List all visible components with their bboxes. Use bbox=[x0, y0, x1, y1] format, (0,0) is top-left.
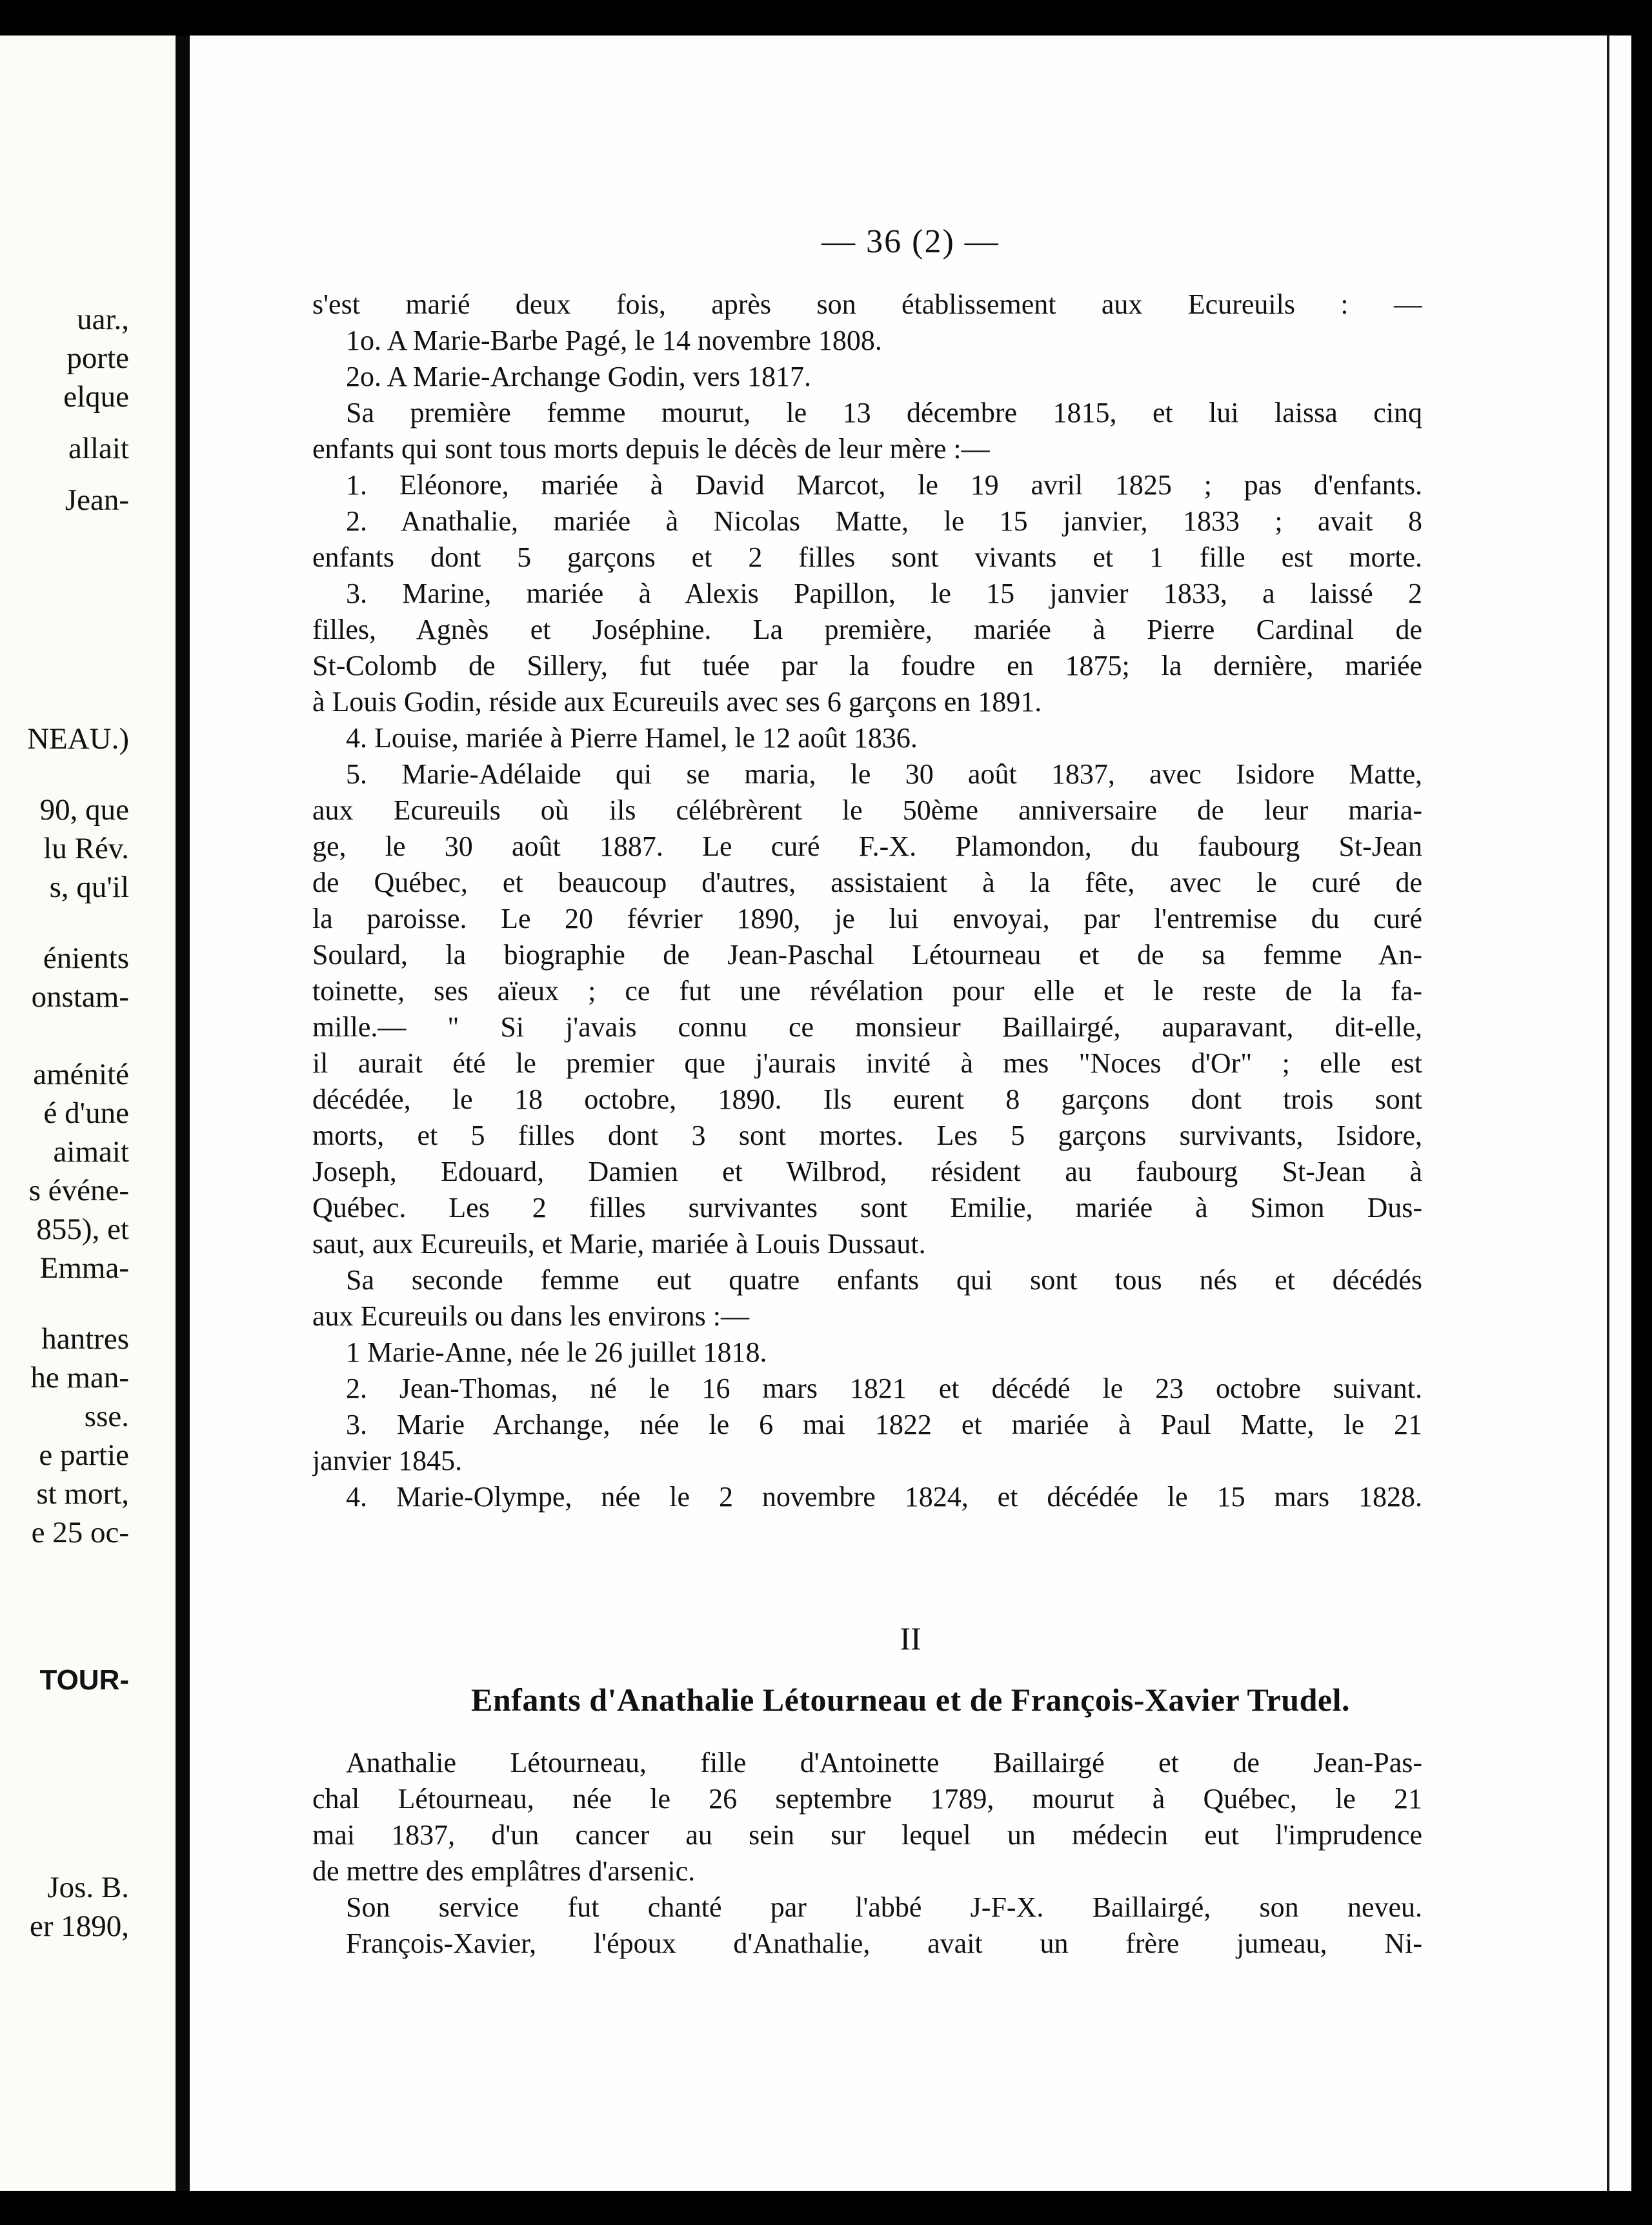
left-line: NEAU.) bbox=[27, 722, 129, 756]
text-line: janvier 1845. bbox=[312, 1445, 463, 1476]
text-line: décédée, le 18 octobre, 1890. Ils eurent 8 garçons dont trois sont bbox=[312, 1083, 1422, 1115]
left-line: porte bbox=[66, 341, 129, 375]
scan-mark bbox=[581, 2167, 587, 2176]
text-line: à Louis Godin, réside aux Ecureuils avec ses 6 garçons en 1891. bbox=[312, 686, 1042, 718]
left-line: allait bbox=[68, 432, 129, 465]
text-line: 3. Marie Archange, née le 6 mai 1822 et mariée à Paul Matte, le 21 bbox=[346, 1409, 1422, 1440]
text-line: 2. Jean-Thomas, né le 16 mars 1821 et décédé le 23 octobre suivant. bbox=[346, 1373, 1422, 1404]
text-line: Sa première femme mourut, le 13 décembre 1815, et lui laissa cinq bbox=[346, 397, 1422, 428]
text-line: Sa seconde femme eut quatre enfants qui sont tous nés et décédés bbox=[346, 1264, 1422, 1296]
text-line: aux Ecureuils où ils célébrèrent le 50ème anniversaire de leur maria- bbox=[312, 794, 1422, 826]
text-line: s'est marié deux fois, après son établissement aux Ecureuils : — bbox=[312, 288, 1422, 320]
text-line: mille.— " Si j'avais connu ce monsieur Baillairgé, auparavant, dit-elle, bbox=[312, 1011, 1422, 1043]
left-line: TOUR- bbox=[39, 1664, 129, 1696]
text-line: 1. Eléonore, mariée à David Marcot, le 19 avril 1825 ; pas d'enfants. bbox=[346, 469, 1422, 501]
left-line: Emma- bbox=[39, 1251, 129, 1285]
text-line: Son service fut chanté par l'abbé J-F-X. Baillairgé, son neveu. bbox=[346, 1891, 1422, 1923]
left-line: st mort, bbox=[36, 1477, 129, 1511]
scan-border-right bbox=[1631, 0, 1652, 2225]
text-line: Joseph, Edouard, Damien et Wilbrod, résident au faubourg St-Jean à bbox=[312, 1156, 1422, 1187]
text-line: 2. Anathalie, mariée à Nicolas Matte, le 15 janvier, 1833 ; avait 8 bbox=[346, 505, 1422, 537]
left-line: hantres bbox=[41, 1322, 129, 1356]
left-line: uar., bbox=[77, 303, 129, 336]
text-line: chal Létourneau, née le 26 septembre 1789, mourut à Québec, le 21 bbox=[312, 1783, 1422, 1815]
text-line: ge, le 30 août 1887. Le curé F.-X. Plamondon, du faubourg St-Jean bbox=[312, 831, 1422, 862]
text-line: 2o. A Marie-Archange Godin, vers 1817. bbox=[346, 361, 811, 392]
text-line: toinette, ses aïeux ; ce fut une révélation pour elle et le reste de la fa- bbox=[312, 975, 1422, 1007]
left-line: Jean- bbox=[65, 483, 129, 517]
text-line: enfants dont 5 garçons et 2 filles sont vivants et 1 fille est morte. bbox=[312, 541, 1422, 573]
text-line: St-Colomb de Sillery, fut tuée par la foudre en 1875; la dernière, mariée bbox=[312, 650, 1422, 681]
left-line: énients bbox=[43, 941, 129, 975]
text-line: aux Ecureuils ou dans les environs :— bbox=[312, 1300, 749, 1332]
text-line: 4. Louise, mariée à Pierre Hamel, le 12 août 1836. bbox=[346, 722, 918, 754]
section-number: II bbox=[900, 1620, 922, 1656]
left-line: lu Rév. bbox=[43, 832, 129, 865]
text-line: enfants qui sont tous morts depuis le décès de leur mère :— bbox=[312, 433, 990, 465]
text-line: morts, et 5 filles dont 3 sont mortes. Les 5 garçons survivants, Isidore, bbox=[312, 1120, 1422, 1151]
page-number: — 36 (2) — bbox=[821, 223, 1000, 260]
text-line: de mettre des emplâtres d'arsenic. bbox=[312, 1855, 696, 1887]
left-line: elque bbox=[63, 380, 129, 414]
text-line: filles, Agnès et Joséphine. La première, mariée à Pierre Cardinal de bbox=[312, 614, 1422, 645]
scan-border-bottom bbox=[0, 2191, 1652, 2225]
text-line: 1 Marie-Anne, née le 26 juillet 1818. bbox=[346, 1336, 767, 1368]
text-line: de Québec, et beaucoup d'autres, assistaient à la fête, avec le curé de bbox=[312, 867, 1422, 898]
left-line: Jos. B. bbox=[47, 1871, 129, 1904]
text-line: mai 1837, d'un cancer au sein sur lequel un médecin eut l'imprudence bbox=[312, 1819, 1422, 1851]
left-line: e partie bbox=[39, 1438, 129, 1472]
text-line: la paroisse. Le 20 février 1890, je lui envoyai, par l'entremise du curé bbox=[312, 903, 1422, 934]
text-line: 3. Marine, mariée à Alexis Papillon, le 15 janvier 1833, a laissé 2 bbox=[346, 578, 1422, 609]
section-title: Enfants d'Anathalie Létourneau et de François-Xavier Trudel. bbox=[471, 1682, 1350, 1718]
page-gutter bbox=[176, 35, 190, 2191]
text-line: 1o. A Marie-Barbe Pagé, le 14 novembre 1808. bbox=[346, 325, 882, 356]
left-line: 90, que bbox=[39, 793, 129, 827]
text-line: François-Xavier, l'époux d'Anathalie, avait un frère jumeau, Ni- bbox=[346, 1928, 1422, 1959]
left-line: s événe- bbox=[28, 1174, 129, 1207]
left-line: sse. bbox=[84, 1400, 129, 1433]
text-line: Québec. Les 2 filles survivantes sont Emilie, mariée à Simon Dus- bbox=[312, 1192, 1422, 1223]
left-page-fragment bbox=[0, 35, 176, 2191]
left-line: aménité bbox=[33, 1058, 129, 1091]
left-line: he man- bbox=[30, 1361, 129, 1394]
book-page bbox=[190, 35, 1631, 2191]
page-edge-line bbox=[1607, 35, 1609, 2191]
text-line: 4. Marie-Olympe, née le 2 novembre 1824, et décédée le 15 mars 1828. bbox=[346, 1481, 1422, 1513]
left-line: onstam- bbox=[31, 980, 129, 1014]
left-line: aimait bbox=[53, 1135, 129, 1169]
text-line: il aurait été le premier que j'aurais invité à mes "Noces d'Or" ; elle est bbox=[312, 1047, 1422, 1079]
text-line: 5. Marie-Adélaide qui se maria, le 30 août 1837, avec Isidore Matte, bbox=[346, 758, 1422, 790]
text-line: Soulard, la biographie de Jean-Paschal Létourneau et de sa femme An- bbox=[312, 939, 1422, 971]
scan-border-top bbox=[0, 0, 1652, 35]
left-line: é d'une bbox=[43, 1096, 129, 1130]
left-line: 855), et bbox=[36, 1213, 129, 1246]
left-line: e 25 oc- bbox=[31, 1516, 129, 1549]
left-line: s, qu'il bbox=[49, 871, 129, 904]
text-line: Anathalie Létourneau, fille d'Antoinette Baillairgé et de Jean-Pas- bbox=[346, 1747, 1422, 1778]
text-line: saut, aux Ecureuils, et Marie, mariée à Louis Dussaut. bbox=[312, 1228, 926, 1260]
left-line: er 1890, bbox=[29, 1909, 129, 1943]
